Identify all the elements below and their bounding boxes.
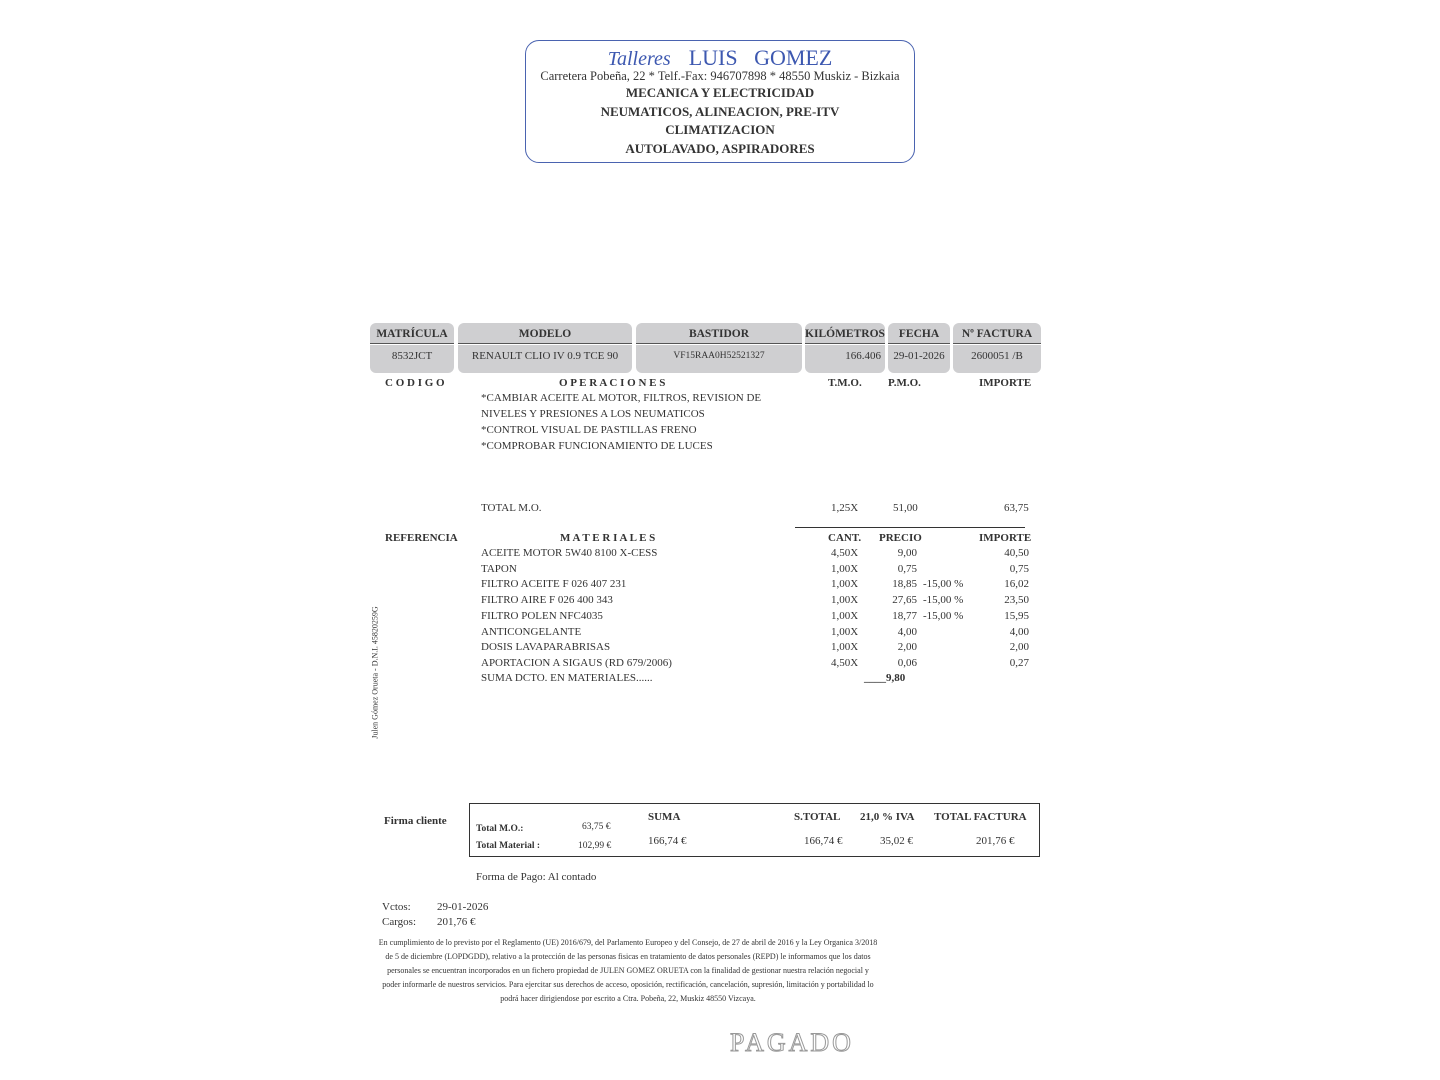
material-name: FILTRO POLEN NFC4035 — [481, 609, 603, 622]
material-discount: -15,00 % — [923, 594, 964, 607]
referencia-heading: REFERENCIA — [385, 532, 458, 544]
header-factura: Nº FACTURA — [953, 323, 1041, 344]
material-name: DOSIS LAVAPARABRISAS — [481, 641, 611, 654]
value-matricula: 8532JCT — [370, 345, 454, 373]
operation-line: NIVELES Y PRESIONES A LOS NEUMATICOS — [481, 408, 705, 420]
company-address: Carretera Pobeña, 22 * Telf.-Fax: 946707898 * 48550 Muskiz - Bizkaia — [540, 69, 900, 83]
total-mo-importe: 63,75 — [1004, 502, 1029, 514]
material-name: ACEITE MOTOR 5W40 8100 X-CESS — [481, 547, 658, 559]
material-name: ANTICONGELANTE — [481, 625, 582, 638]
material-importe: 0,27 — [1009, 656, 1029, 669]
value-kilometros: 166.406 — [805, 345, 885, 373]
total-factura-value: 201,76 € — [976, 835, 1015, 847]
divider — [795, 527, 1025, 528]
importe-heading: IMPORTE — [979, 377, 1032, 389]
dcto-value: ____9,80 — [864, 672, 906, 684]
material-importe: 4,00 — [1009, 625, 1029, 638]
company-header — [525, 40, 915, 163]
value-modelo: RENAULT CLIO IV 0.9 TCE 90 — [458, 345, 632, 373]
value-factura: 2600051 /B — [953, 345, 1041, 373]
pagado-stamp: PAGADO — [730, 1028, 854, 1057]
talleres-label: Talleres — [607, 48, 671, 70]
pmo-heading: P.M.O. — [888, 377, 921, 389]
total-material-label: Total Material : — [476, 841, 541, 851]
material-cant: 1,00X — [831, 609, 859, 622]
material-precio: 18,85 — [892, 578, 917, 591]
service-line: MECANICA Y ELECTRICIDAD — [625, 85, 815, 100]
tmo-heading: T.M.O. — [828, 377, 862, 389]
vctos-label: Vctos: — [382, 901, 411, 913]
header-fecha: FECHA — [888, 323, 950, 344]
material-discount: -15,00 % — [923, 578, 964, 591]
operation-line: *COMPROBAR FUNCIONAMIENTO DE LUCES — [481, 440, 713, 452]
total-mo-value: 63,75 € — [582, 822, 611, 832]
material-precio: 18,77 — [892, 609, 917, 622]
stotal-value: 166,74 € — [804, 835, 843, 847]
material-precio: 9,00 — [897, 547, 917, 559]
header-bastidor: BASTIDOR — [636, 323, 802, 344]
material-cant: 4,50X — [831, 656, 859, 669]
material-importe: 2,00 — [1009, 641, 1029, 654]
operaciones-heading: O P E R A C I O N E S — [559, 377, 666, 389]
material-importe: 40,50 — [1004, 547, 1029, 559]
material-name: FILTRO ACEITE F 026 407 231 — [481, 578, 627, 591]
material-precio: 0,75 — [897, 562, 917, 575]
material-name: FILTRO AIRE F 026 400 343 — [481, 594, 613, 607]
service-line: NEUMATICOS, ALINEACION, PRE-ITV — [600, 103, 840, 119]
value-fecha: 29-01-2026 — [888, 345, 950, 373]
service-line: CLIMATIZACION — [665, 122, 775, 137]
material-cant: 4,50X — [831, 547, 859, 559]
dcto-label: SUMA DCTO. EN MATERIALES...... — [481, 672, 653, 684]
owner-name: LUIS GOMEZ — [688, 45, 833, 70]
material-discount: -15,00 % — [923, 609, 964, 622]
material-name: APORTACION A SIGAUS (RD 679/2006) — [481, 656, 672, 669]
material-cant: 1,00X — [831, 578, 859, 591]
legal-notice: En cumplimiento de lo previsto por el Reglamento (UE) 2016/679, del Parlamento Europeo y del Consejo, de 27 de abril de 2016 y la Ley Organica 3/2018 de 5 de diciembre (LOPDGDD), relativo a la protección de las personas fisicas en tratamiento de datos personales (REPD) le informamos que los datos personales se encuentran incorporados en un fichero propiedad de JULEN GOMEZ ORUETA con la finalidad de gestionar nuestra relación negocial y poder informarle de nuestros servicios. Para ejercitar sus derechos de acceso, oposición, rectificación, cancelación, supresión, limitación y portabilidad lo podrá hacer dirigiendose por escrito a Ctra. Pobeña, 22, Muskiz 48550 Vizcaya. — [378, 938, 878, 1003]
iva-label: 21,0 % IVA — [860, 811, 915, 823]
cargos-label: Cargos: — [382, 916, 417, 928]
cant-heading: CANT. — [828, 532, 862, 544]
vctos-value: 29-01-2026 — [437, 901, 489, 913]
value-bastidor: VF15RAA0H52521327 — [636, 345, 802, 373]
material-cant: 1,00X — [831, 641, 859, 654]
material-precio: 4,00 — [897, 625, 917, 638]
company-name — [526, 45, 914, 71]
totals-box — [469, 803, 1040, 857]
importe-heading: IMPORTE — [979, 532, 1032, 544]
service-line: AUTOLAVADO, ASPIRADORES — [625, 140, 815, 156]
precio-heading: PRECIO — [879, 532, 922, 544]
material-cant: 1,00X — [831, 594, 859, 607]
forma-pago: Forma de Pago: Al contado — [476, 871, 597, 883]
total-mo-label: TOTAL M.O. — [481, 502, 542, 514]
material-importe: 15,95 — [1004, 609, 1029, 622]
total-factura-label: TOTAL FACTURA — [934, 811, 1027, 823]
total-mo-label: Total M.O.: — [476, 824, 524, 834]
stotal-label: S.TOTAL — [794, 811, 841, 823]
cargos-value: 201,76 € — [437, 916, 476, 928]
header-modelo: MODELO — [458, 323, 632, 344]
material-name: TAPON — [481, 562, 517, 575]
firma-cliente-label: Firma cliente — [384, 815, 447, 827]
header-kilometros: KILÓMETROS — [805, 323, 885, 344]
total-mo-pmo: 51,00 — [893, 502, 918, 514]
material-precio: 2,00 — [897, 641, 917, 654]
total-material-value: 102,99 € — [578, 841, 612, 851]
suma-label: SUMA — [648, 811, 681, 823]
operation-line: *CONTROL VISUAL DE PASTILLAS FRENO — [481, 424, 697, 436]
codigo-heading: C O D I G O — [385, 377, 445, 389]
header-matricula: MATRÍCULA — [370, 323, 454, 344]
suma-value: 166,74 € — [648, 835, 687, 847]
material-precio: 27,65 — [892, 594, 917, 607]
material-cant: 1,00X — [831, 562, 859, 575]
materiales-heading: M A T E R I A L E S — [560, 532, 656, 544]
operation-line: *CAMBIAR ACEITE AL MOTOR, FILTROS, REVISION DE — [481, 392, 762, 404]
material-precio: 0,06 — [897, 656, 917, 669]
total-mo-tmo: 1,25X — [831, 502, 859, 514]
material-importe: 23,50 — [1004, 594, 1029, 607]
material-importe: 0,75 — [1009, 562, 1029, 575]
material-importe: 16,02 — [1004, 578, 1029, 591]
side-id-text: Julen Gómez Orueta - D.N.I. 45820259G — [370, 606, 380, 739]
material-cant: 1,00X — [831, 625, 859, 638]
iva-value: 35,02 € — [880, 835, 913, 847]
